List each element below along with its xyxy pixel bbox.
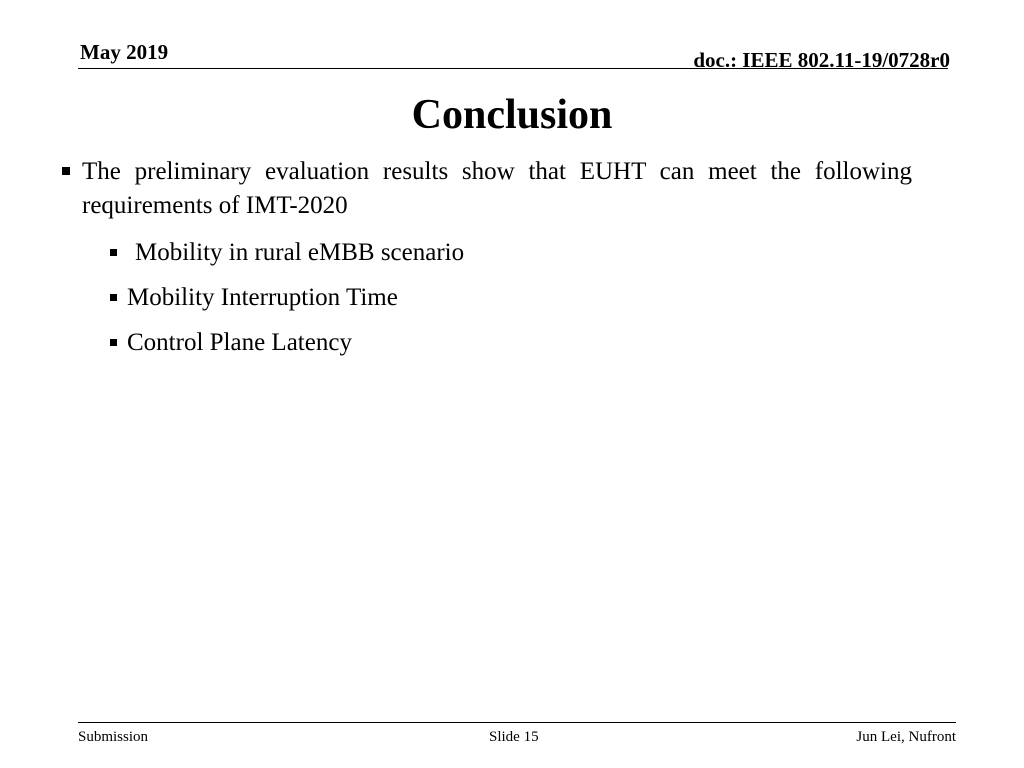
sub-bullet-item	[108, 236, 708, 270]
sub-bullet-item	[108, 281, 708, 315]
square-bullet-icon	[110, 339, 117, 346]
square-bullet-icon	[110, 294, 117, 301]
header-divider	[78, 68, 948, 69]
bullet-text: The preliminary evaluation results show that EUHT can meet the following requirements of IMT-2020	[82, 158, 912, 219]
footer-slide-number: Slide 15	[489, 729, 539, 745]
square-bullet-icon	[110, 249, 117, 256]
footer-author: Jun Lei, Nufront	[856, 729, 956, 745]
square-bullet-icon	[62, 167, 70, 175]
header-date: May 2019	[80, 40, 169, 64]
header-doc-id: doc.: IEEE 802.11-19/0728r0	[693, 48, 950, 72]
sub-bullet-text: Mobility in rural eMBB scenario	[135, 239, 465, 266]
slide-title: Conclusion	[411, 92, 613, 138]
footer-submission: Submission	[78, 729, 149, 745]
bullet-item	[62, 155, 912, 223]
sub-bullet-item	[108, 326, 708, 360]
sub-bullet-text: Control Plane Latency	[127, 329, 352, 356]
footer-divider	[78, 722, 956, 723]
sub-bullet-text: Mobility Interruption Time	[127, 284, 398, 311]
